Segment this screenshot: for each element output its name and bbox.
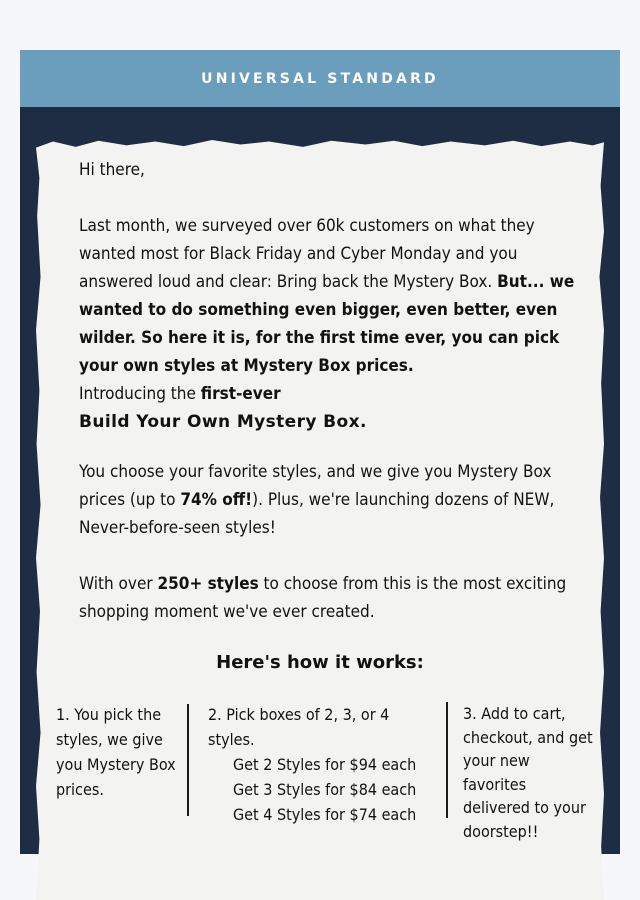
survey-text: Last month, we surveyed over 60k customers on what they wanted most for Black Friday and Cyber Monday and you answered loud and clear: Bring back the Mystery Box. <box>79 216 535 292</box>
paragraph-250-styles <box>79 570 594 626</box>
brand-logo-text[interactable]: UNIVERSAL STANDARD <box>201 70 439 87</box>
styles-prices-text-a: You choose your favorite styles, and we give you Mystery Box prices (up to <box>79 462 552 510</box>
brand-header <box>20 50 620 107</box>
step-2 <box>208 702 440 827</box>
column-divider <box>446 702 448 818</box>
discount-bold: 74% off! <box>180 490 253 510</box>
how-it-works-heading: Here's how it works: <box>216 652 424 673</box>
step-1: 1. You pick the styles, we give you Mystery Box prices. <box>56 705 176 799</box>
price-option: Get 4 Styles for $74 each <box>233 805 417 824</box>
styles-count-text-b: to choose from this is the most exciting shopping moment we've ever created. <box>79 574 567 622</box>
styles-count-text-a: With over <box>79 574 158 594</box>
styles-prices-text-b: ). Plus, we're launching dozens of NEW, Never-before-seen styles! <box>79 490 555 538</box>
intro-build-box-title: Build Your Own Mystery Box. <box>79 412 367 432</box>
intro-first-ever: first-ever <box>200 384 281 404</box>
step-3: 3. Add to cart, checkout, and get your new favorites delivered to your doorstep!! <box>463 704 593 841</box>
step-2-title: 2. Pick boxes of 2, 3, or 4 styles. <box>208 705 390 749</box>
column-divider <box>187 704 189 816</box>
survey-bold-text: But... we wanted to do something even bigger, even better, even wilder. So here it is, for the first time ever, you can pick your own styles at Mystery Box prices. <box>79 272 575 376</box>
greeting: Hi there, <box>79 160 145 180</box>
styles-count-bold: 250+ styles <box>157 574 259 594</box>
introduction <box>79 380 594 436</box>
price-option: Get 3 Styles for $84 each <box>233 780 417 799</box>
intro-prefix: Introducing the <box>79 384 201 404</box>
price-option: Get 2 Styles for $94 each <box>233 755 417 774</box>
paragraph-styles-prices <box>79 458 594 542</box>
paragraph-survey <box>79 212 594 380</box>
